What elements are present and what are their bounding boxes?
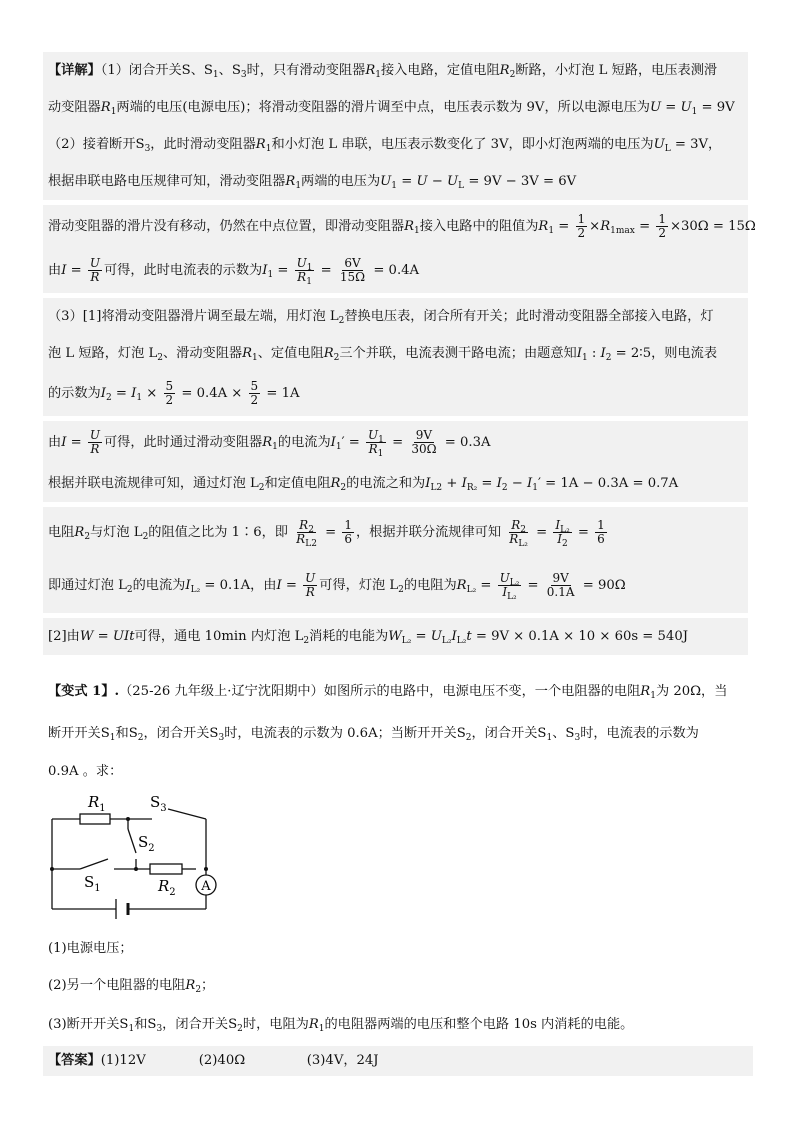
fraction: $\frac{1}{2}$ [577,212,586,240]
question-label: 【变式 1】. [48,684,120,699]
question-line: 0.9A 。求： [48,764,123,779]
solution-line: 根据串联电路电压规律可知，滑动变阻器$R_1$两端的电压为$U_1 = U - U_L = 9V - 3V = 6V$ [48,174,577,191]
solution-block-6 [43,618,748,655]
fraction: $\frac{R_2}{R_{L2}}$ [296,518,317,549]
solution-line: （3）[1]将滑动变阻器滑片调至最左端，用灯泡 $L_2$替换电压表，闭合所有开关；此时滑动变阻器全部接入电路，灯 [48,309,714,326]
ammeter-label: A [201,879,211,894]
fraction: $\frac{1}{2}$ [658,212,666,240]
fraction: $\frac{1}{6}$ [597,518,605,546]
fraction: $\frac{R_2}{R_{L_2}}$ [509,518,528,549]
fraction: $\frac{6V}{15\Omega}$ [339,256,366,284]
r2-label: $R_2$ [158,877,176,898]
solution-line: [2]由W = UIt可得，通电 10min 内灯泡 $L_2$消耗的电能为$W_{L_2} = U_{L_2}I_{L_2}t = 9V \times 0.1A \times 10 \times 60s = 540J$ [48,629,689,646]
answer-bar [43,1046,753,1076]
solution-block-4 [43,421,748,502]
sub-question-2: (2)另一个电阻器的电阻$R_2$； [48,978,215,995]
solution-line: 由I = $\frac{U}{R}$ 可得，此时通过滑动变阻器$R_1$的电流为$I_1'$ = $\frac{U_1}{R_1}$ = $\frac{9V}{30\Omega}$ = 0.3A [48,428,491,459]
solution-block-2 [43,205,756,293]
sub-question-1: (1)电源电压； [48,941,133,956]
answer-label: 【答案】 [48,1053,101,1068]
fraction: $\frac{U_1}{R_1}$ [296,256,313,287]
fraction: $\frac{5}{2}$ [250,379,259,407]
switch-s3 [168,809,206,819]
fraction: $\frac{5}{2}$ [165,379,174,407]
fraction: $\frac{1}{6}$ [344,518,352,546]
solution-line: （2）接着断开$S_3$，此时滑动变阻器$R_1$和小灯泡 L 串联，电压表示数变化了 3V，即小灯泡两端的电压为$U_L = 3V$， [48,137,722,154]
solution-line: 【详解】（1）闭合开关S、$S_1$、$S_3$时，只有滑动变阻器$R_1$接入电路，定值电阻$R_2$断路，小灯泡 L 短路，电压表测滑 [48,63,718,80]
sub-question-3: (3)断开开关$S_1$和$S_3$，闭合开关$S_2$时，电阻为$R_1$的电阻器两端的电压和整个电路 10s 内消耗的电能。 [48,1017,634,1034]
switch-s1 [80,859,108,869]
solution-line: 根据并联电流规律可知，通过灯泡 $L_2$和定值电阻$R_2$的电流之和为$I_{L2} + I_{R_2} = I_2 - I_1' = 1A - 0.3A = 0.7A$ [48,476,679,493]
solution-block-1 [43,52,748,200]
switch-s2 [128,829,136,853]
solution-line: 滑动变阻器的滑片没有移动，仍然在中点位置，即滑动变阻器$R_1$接入电路中的阻值为$R_1$ = $\frac{1}{2}$ $\times R_{1max}$ = $\frac{1}{2}$ ×30Ω = 15Ω [48,212,756,240]
answer-3: (3)4V，24J [306,1053,379,1068]
fraction: $\frac{U}{R}$ [305,571,316,599]
solution-line: 即通过灯泡 $L_2$的电流为$I_{L_2} = 0.1A$，由I = $\frac{U}{R}$ 可得，灯泡 $L_2$的电阻为$R_{L_2}$ = $\frac{U_{L_2}}{I_{L_2}}$ = $\frac{9V}{0.1A}$ = 90Ω [48,571,626,602]
circuit-diagram [40,785,230,925]
s3-label: $S_3$ [150,793,167,814]
solution-line: 动变阻器$R_1$两端的电压(电源电压)；将滑动变阻器的滑片调至中点，电压表示数为 9V，所以电源电压为$U = U_1 = 9V$ [48,100,735,117]
answer-2: (2)40Ω [198,1053,246,1068]
resistor-r1 [80,814,110,824]
s2-label: $S_2$ [138,833,155,854]
s1-label: $S_1$ [84,873,101,894]
r1-label: $R_1$ [88,793,106,814]
fraction: $\frac{U}{R}$ [89,428,100,456]
solution-section [43,52,756,660]
solution-block-5 [43,507,748,613]
resistor-r2 [150,864,182,874]
solution-block-3 [43,298,748,416]
solution-line: 的示数为$I_2 = I_1$ × $\frac{5}{2}$ = 0.4A × $\frac{5}{2}$ = 1A [48,379,300,407]
fraction: $\frac{U_{L_2}}{I_{L_2}}$ [499,571,520,602]
solution-line: 由I = $\frac{U}{R}$ 可得，此时电流表的示数为$I_1$ = $\frac{U_1}{R_1}$ = $\frac{6V}{15\Omega}$ = 0.4A [48,256,420,287]
solution-line: 电阻$R_2$与灯泡 $L_2$的阻值之比为 1∶6，即 $\frac{R_2}{R_{L2}}$ = $\frac{1}{6}$ ，根据并联分流规律可知 $\frac{R_2}{R_{L_2}}$ = $\frac{I_{L_2}}{I_2}$ = $\frac{1}{6}$ [48,518,605,549]
fraction: $\frac{U_1}{R_1}$ [368,428,384,459]
battery-icon [116,899,128,919]
question-line: 断开开关$S_1$和$S_2$，闭合开关$S_3$时，电流表的示数为 0.6A；当断开开关$S_2$，闭合开关$S_1$、$S_3$时，电流表的示数为 [48,726,699,743]
question-line: 【变式 1】.（25-26 九年级上·辽宁沈阳期中）如图所示的电路中，电源电压不变，一个电阻器的电阻$R_1$为 20Ω，当 [48,684,728,701]
answer-1: (1)12V [100,1053,146,1068]
solution-line: 泡 L 短路，灯泡 $L_2$、滑动变阻器$R_1$、定值电阻$R_2$三个并联，电流表测干路电流；由题意知$I_1$ : $I_2$ = 2∶5，则电流表 [48,346,718,363]
fraction: $\frac{U}{R}$ [89,256,100,284]
fraction: $\frac{I_{L_2}}{I_2}$ [555,518,570,549]
fraction: $\frac{9V}{30\Omega}$ [411,428,437,456]
question-source: （25-26 九年级上·辽宁沈阳期中） [119,684,324,699]
fraction: $\frac{9V}{0.1A}$ [546,571,575,599]
solution-label: 【详解】 [48,63,101,78]
